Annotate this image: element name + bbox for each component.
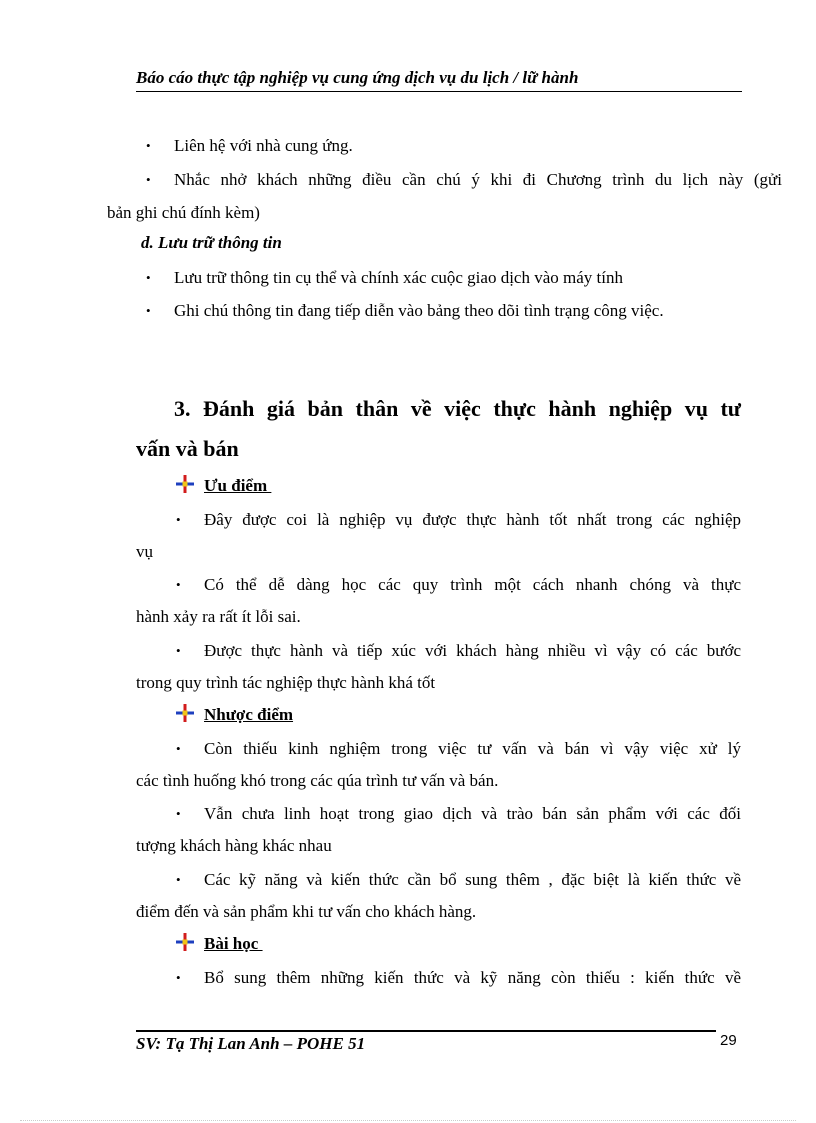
- page-header-title: Báo cáo thực tập nghiệp vụ cung ứng dịch vụ du lịch / lữ hành: [136, 68, 579, 87]
- section-heading-continuation: vấn và bán: [136, 436, 239, 461]
- bullet-dot: •: [146, 303, 151, 318]
- section-label-advantages: Ưu điểm: [204, 476, 272, 495]
- list-item: Bổ sung thêm những kiến thức và kỹ năng còn thiếu : kiến thức về: [204, 968, 741, 987]
- list-item: Lưu trữ thông tin cụ thể và chính xác cuộc giao dịch vào máy tính: [174, 268, 623, 287]
- bullet-dot: •: [176, 643, 181, 658]
- bullet-dot: •: [146, 172, 151, 187]
- list-item: Được thực hành và tiếp xúc với khách hàng nhiều vì vậy có các bước: [204, 641, 741, 660]
- header-divider: [136, 91, 742, 92]
- bullet-dot: •: [176, 577, 181, 592]
- bullet-dot: •: [146, 270, 151, 285]
- page-edge-divider: [20, 1120, 796, 1121]
- list-item: Ghi chú thông tin đang tiếp diễn vào bảng theo dõi tình trạng công việc.: [174, 301, 664, 320]
- page-number: 29: [720, 1032, 737, 1049]
- list-item-continuation: hành xảy ra rất ít lỗi sai.: [136, 607, 301, 626]
- list-item-continuation: các tình huống khó trong các qúa trình tư vấn và bán.: [136, 771, 499, 790]
- bullet-dot: •: [176, 872, 181, 887]
- list-item-continuation: tượng khách hàng khác nhau: [136, 836, 332, 855]
- section-label-lessons: Bài học: [204, 934, 263, 953]
- list-item-continuation: vụ: [136, 542, 153, 561]
- section-marker-icon: [176, 704, 194, 722]
- list-item: Đây được coi là nghiệp vụ được thực hành tốt nhất trong các nghiệp: [204, 510, 741, 529]
- footer-author: SV: Tạ Thị Lan Anh – POHE 51: [136, 1034, 366, 1053]
- list-item: Vẫn chưa linh hoạt trong giao dịch và trào bán sản phẩm với các đối: [204, 804, 741, 823]
- section-label-disadvantages: Nhược điểm: [204, 705, 294, 724]
- footer-divider: [136, 1030, 716, 1032]
- list-item: Nhắc nhở khách những điều cần chú ý khi đi Chương trình du lịch này (gửi: [174, 170, 782, 189]
- list-item-continuation: trong quy trình tác nghiệp thực hành khá tốt: [136, 673, 436, 692]
- section-heading: 3. Đánh giá bản thân về việc thực hành nghiệp vụ tư: [174, 396, 741, 421]
- bullet-dot: •: [176, 970, 181, 985]
- list-item: Các kỹ năng và kiến thức cần bổ sung thêm , đặc biệt là kiến thức về: [204, 870, 741, 889]
- list-item-continuation: điểm đến và sản phẩm khi tư vấn cho khách hàng.: [136, 902, 477, 921]
- list-item: Có thể dễ dàng học các quy trình một cách nhanh chóng và thực: [204, 575, 741, 594]
- section-marker-icon: [176, 933, 194, 951]
- bullet-dot: •: [176, 806, 181, 821]
- bullet-dot: •: [146, 138, 151, 153]
- list-item: Còn thiếu kinh nghiệm trong việc tư vấn và bán vì vậy việc xử lý: [204, 739, 741, 758]
- bullet-dot: •: [176, 512, 181, 527]
- list-item: Liên hệ với nhà cung ứng.: [174, 136, 353, 155]
- subsection-title: d. Lưu trữ thông tin: [141, 233, 282, 252]
- section-marker-icon: [176, 475, 194, 493]
- list-item-continuation: bản ghi chú đính kèm): [107, 203, 260, 222]
- bullet-dot: •: [176, 741, 181, 756]
